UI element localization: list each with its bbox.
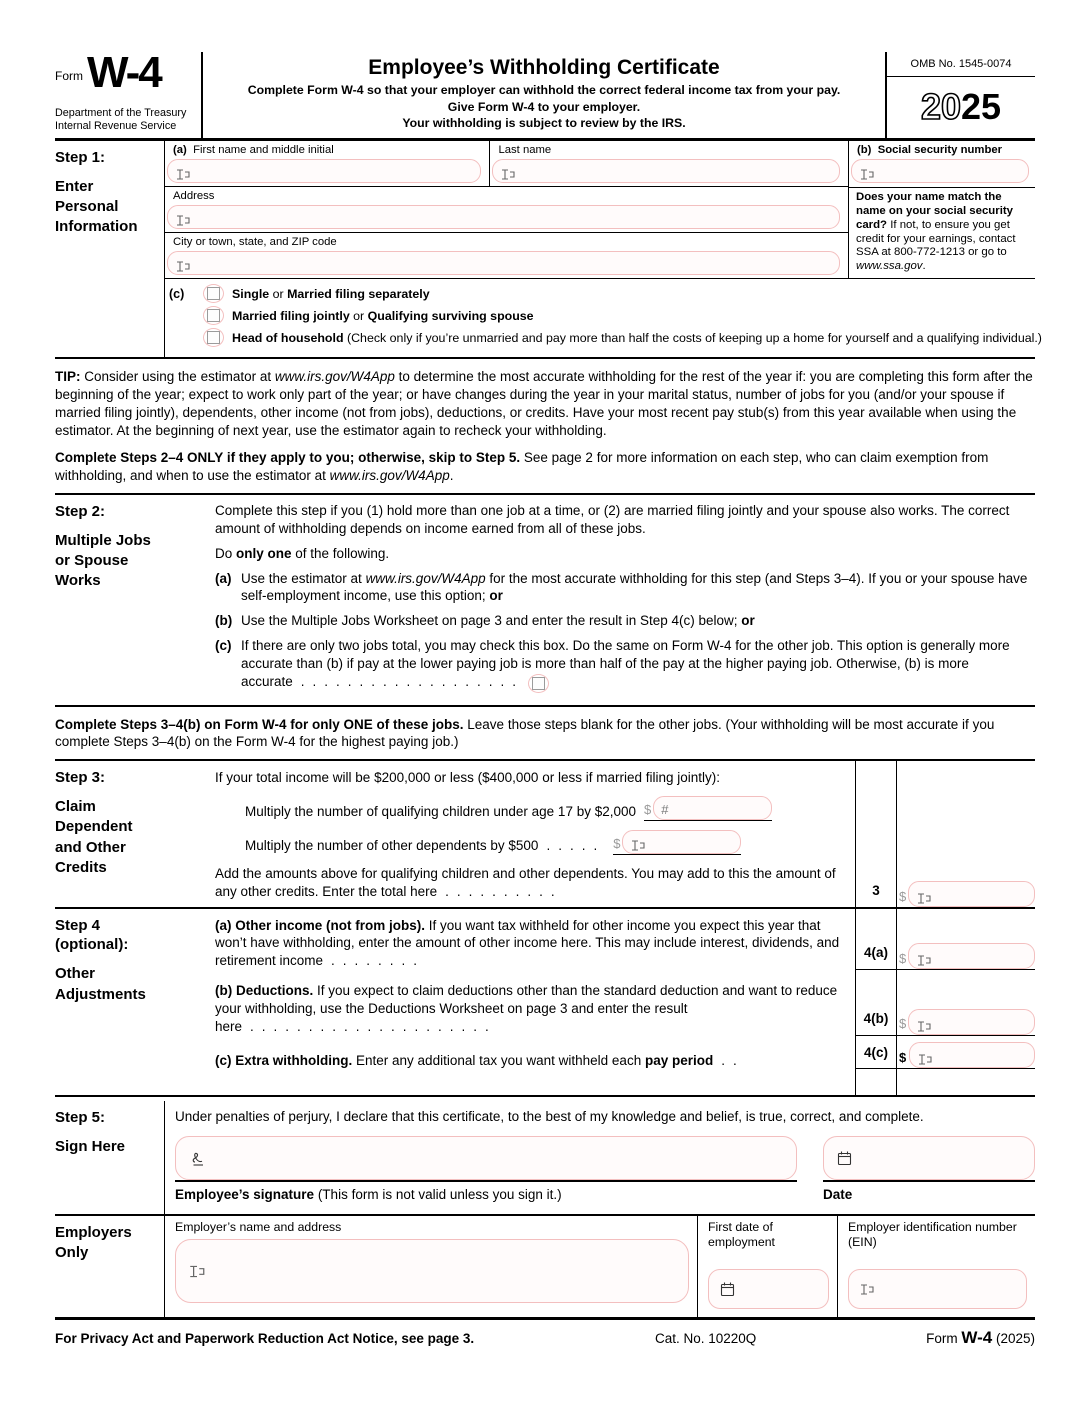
dot-leaders: ..... — [546, 838, 606, 854]
step2-subtitle: Multiple Jobs or Spouse Works — [55, 531, 151, 590]
form-id-block — [55, 48, 203, 138]
text-cursor-icon — [917, 1053, 933, 1066]
employers-only-section — [55, 1216, 1035, 1320]
step4a-row-number: 4(a) — [855, 909, 897, 970]
step3-total-text: Add the amounts above for qualifying children and other dependents. You may add to this the amount of any other credits. Enter the total here .......... — [215, 866, 836, 899]
form-title-block — [203, 52, 885, 138]
married-jointly-checkbox[interactable] — [203, 306, 224, 325]
city-label: City or town, state, and ZIP code — [173, 235, 337, 248]
head-household-checkbox[interactable] — [203, 328, 224, 347]
text-cursor-icon — [916, 1020, 932, 1033]
step2-section — [55, 495, 1035, 707]
first-employment-date-input[interactable] — [708, 1269, 829, 1309]
dollar-sign: $ — [899, 950, 907, 966]
text-cursor-icon — [630, 839, 646, 852]
tip-paragraph: TIP: Consider using the estimator at www.irs.gov/W4App to determine the most accurate withholding for the rest of the year if: you are completing this form after the beginning of the year; expect to work only part of the year; or have changes during the year in your marital status, number of jobs for you (and/or your spouse if married filing jointly), dependents, other income (not from jobs), deductions, or credits. Have your most recent pay stub(s) from this year available when using the estimator. At the beginning of next year, use the estimator again to recheck your withholding. — [55, 369, 1033, 438]
step2-title: Step 2: — [55, 503, 106, 521]
text-cursor-icon — [916, 954, 932, 967]
step4b-amount-cell — [897, 970, 1035, 1035]
checkbox-square — [207, 287, 220, 300]
first-name-label: (a) First name and middle initial — [173, 143, 334, 156]
address-cell — [165, 187, 848, 233]
step1-section — [55, 141, 1042, 359]
dollar-sign: $ — [644, 801, 652, 817]
step1-title: Step 1: — [55, 148, 106, 166]
ssn-label: (b) Social security number — [857, 143, 1003, 156]
step4-section — [55, 909, 1035, 1098]
subtitle-1: Complete Form W-4 so that your employer can withhold the correct federal income tax from your pay. — [247, 83, 841, 98]
ein-cell — [838, 1216, 1035, 1317]
step5-title: Step 5: — [55, 1109, 106, 1127]
agency-lines — [55, 107, 195, 134]
city-input[interactable] — [167, 251, 840, 275]
checkbox-square — [207, 331, 220, 344]
employer-name-address-input[interactable] — [175, 1239, 689, 1303]
estimator-link: www.irs.gov/W4App — [365, 570, 486, 586]
hoh-label: Head of household (Check only if you’re unmarried and pay more than half the costs of keeping up a home for yourself and a qualifying individual.) — [232, 330, 1042, 345]
signature-label: Employee’s signature (This form is not valid unless you sign it.) — [175, 1187, 562, 1203]
step2-option-b: (b) Use the Multiple Jobs Worksheet on page 3 and enter the result in Step 4(c) below; or — [215, 613, 755, 629]
dot-leaders: ................... — [300, 673, 525, 689]
subtitle-2: Give Form W-4 to your employer. — [447, 99, 641, 114]
text-cursor-icon — [188, 1264, 206, 1279]
text-cursor-icon — [859, 1283, 875, 1296]
step1-label-col — [55, 141, 165, 357]
dollar-sign: $ — [899, 888, 907, 904]
step4c-row-number: 4(c) — [855, 1036, 897, 1070]
ein-label: Employer identification number (EIN) — [848, 1219, 1017, 1250]
extra-withholding-amount-input[interactable] — [909, 1042, 1035, 1068]
estimator-link: www.irs.gov/W4App — [274, 369, 395, 385]
text-cursor-icon — [500, 168, 516, 181]
ein-input[interactable] — [848, 1269, 1027, 1309]
first-employment-date-cell — [698, 1216, 838, 1317]
step3-row-number: 3 — [855, 761, 897, 906]
step3-intro: If your total income will be $200,000 or less ($400,000 or less if married filing jointly): — [215, 770, 720, 786]
filing-status-group — [165, 279, 1042, 357]
form-footer-id: Form W-4 (2025) — [926, 1327, 1035, 1347]
text-cursor-icon — [175, 168, 191, 181]
step4-title: Step 4 (optional): — [55, 916, 129, 954]
total-credits-amount-input[interactable] — [908, 881, 1035, 907]
children-amount-field — [644, 796, 772, 821]
step1-content — [165, 141, 1042, 357]
step3-title: Step 3: — [55, 769, 106, 787]
omb-number: OMB No. 1545-0074 — [887, 52, 1035, 77]
signature-icon — [190, 1151, 208, 1167]
employer-name-label: Employer’s name and address — [175, 1219, 342, 1234]
qualifying-children-amount-input[interactable] — [653, 796, 772, 820]
page-title: Employee’s Withholding Certificate — [368, 56, 720, 79]
employers-label-col — [55, 1216, 165, 1317]
signature-field-wrap — [175, 1136, 797, 1182]
step4a-row: (a) Other income (not from jobs). If you want tax withheld for other income you expect this year that won’t have withholding, enter the amount of other income here. This may include interest, dividends, and retirement income ........ 4(a) $ — [215, 909, 1035, 970]
omb-year-block — [885, 52, 1035, 138]
last-name-cell — [490, 141, 848, 186]
step3-dependents-row: Multiply the number of other dependents by $500 ..... $ — [215, 830, 849, 855]
married-label: Married filing jointly or Qualifying surviving spouse — [232, 308, 534, 323]
year-outline-part: 20 — [920, 85, 961, 127]
ssn-name-match-note: Does your name match the name on your social security card? If not, to ensure you get credit for your earnings, contact SSA at 800-772-1213 or go to www.ssa.gov. — [856, 190, 1016, 273]
step5-subtitle: Sign Here — [55, 1138, 126, 1156]
ssn-input[interactable] — [851, 159, 1029, 183]
step2-intro: Complete this step if you (1) hold more than one job at a time, or (2) are married filing jointly and your spouse also works. The correct amount of withholding depends on income earned from all of these jobs. — [215, 503, 1010, 536]
step3-label-col — [55, 761, 215, 906]
form-number: W-4 — [87, 48, 161, 97]
signature-input[interactable] — [175, 1136, 797, 1180]
step3-subtitle: Claim Dependent and Other Credits — [55, 798, 133, 876]
text-cursor-icon — [859, 168, 875, 181]
first-name-cell — [165, 141, 490, 186]
filing-status-married-row — [203, 306, 1035, 325]
step4b-row-number: 4(b) — [855, 970, 897, 1035]
step3-total-cell — [897, 761, 1035, 906]
step2-option-a: (a) Use the estimator at www.irs.gov/W4App for the most accurate withholding for this step (and Steps 3–4). If you or your spouse have self-employment income, use this option; or — [215, 570, 1028, 604]
dot-leaders: ..................... — [250, 1018, 497, 1034]
employer-name-cell — [165, 1216, 698, 1317]
page-footer — [55, 1320, 1035, 1356]
step3-content — [215, 761, 1035, 906]
other-dependents-amount-input[interactable] — [622, 830, 741, 854]
checkbox-square — [532, 677, 545, 690]
dollar-sign: $ — [613, 835, 621, 851]
step2-do-only-one: Do only one of the following. — [215, 545, 390, 561]
single-label: Single or Married filing separately — [232, 286, 430, 301]
last-name-input[interactable] — [492, 159, 840, 183]
step4-label-col — [55, 909, 215, 1096]
address-label: Address — [173, 189, 215, 202]
perjury-declaration: Under penalties of perjury, I declare that this certificate, to the best of my knowledge and belief, is true, correct, and complete. — [175, 1109, 924, 1125]
step5-content — [165, 1101, 1035, 1214]
first-employment-date-label: First date of employment — [708, 1219, 775, 1250]
privacy-notice: For Privacy Act and Paperwork Reduction Act Notice, see page 3. — [55, 1330, 475, 1346]
step2-content — [215, 495, 1035, 695]
form-header — [55, 48, 1035, 141]
steps-3-4-note: Complete Steps 3–4(b) on Form W-4 for only ONE of these jobs. Leave those steps blank for the other jobs. (Your withholding will be most accurate if you complete Steps 3–4(b) on the Form W-4 for the highest paying job.) — [55, 707, 1035, 762]
step3-children-row: Multiply the number of qualifying children under age 17 by $2,000 $ # — [215, 796, 849, 821]
date-input[interactable] — [823, 1136, 1035, 1180]
filing-status-single-row — [203, 284, 1035, 303]
dot-leaders: .......... — [445, 883, 563, 899]
address-input[interactable] — [167, 205, 840, 229]
step2-option-c: (c) If there are only two jobs total, you may check this box. Do the same on Form W-4 for the other job. This option is generally more accurate than (b) if pay at the lower paying job is more than half of the pay at the higher paying job. Otherwise, (b) is more accurate ................... — [215, 637, 1035, 693]
dollar-sign: $ — [899, 1016, 907, 1032]
calendar-icon — [719, 1281, 736, 1298]
text-cursor-icon — [175, 260, 191, 273]
catalog-number: Cat. No. 10220Q — [655, 1330, 757, 1346]
step1-subtitle: Enter Personal Information — [55, 177, 138, 236]
subtitle-3: Your withholding is subject to review by the IRS. — [402, 116, 686, 131]
form-word: Form — [55, 68, 83, 83]
other-income-amount-input[interactable] — [908, 943, 1035, 969]
filing-status-hoh-row — [203, 328, 1042, 347]
date-field-wrap — [823, 1136, 1035, 1182]
steps-2-4-note: Complete Steps 2–4 ONLY if they apply to you; otherwise, skip to Step 5. See page 2 for more information on each step, who can claim exemption from withholding, and when to use the estimator at www.irs.gov/W4App. — [55, 447, 1035, 495]
text-cursor-icon — [175, 214, 191, 227]
step4c-amount-cell — [897, 1036, 1035, 1070]
single-checkbox[interactable] — [203, 284, 224, 303]
year-bold-part: 25 — [961, 85, 1002, 127]
first-name-input[interactable] — [167, 159, 481, 183]
last-name-label: Last name — [498, 143, 552, 156]
text-cursor-icon — [916, 892, 932, 905]
city-cell — [165, 233, 848, 278]
c-prefix: (c) — [169, 287, 185, 302]
agency-line-2: Internal Revenue Service — [55, 120, 177, 133]
checkbox-square — [207, 309, 220, 322]
form-year — [887, 77, 1035, 131]
calendar-icon — [836, 1150, 853, 1167]
estimator-link: www.irs.gov/W4App — [329, 468, 450, 484]
agency-line-1: Department of the Treasury — [55, 106, 187, 119]
step4-subtitle: Other Adjustments — [55, 965, 146, 1003]
step5-section — [55, 1101, 1035, 1216]
employers-title: Employers Only — [55, 1223, 132, 1261]
step3-section — [55, 761, 1035, 908]
two-jobs-checkbox[interactable] — [528, 674, 549, 693]
step4-filler-row — [215, 1069, 1035, 1095]
date-label: Date — [823, 1187, 853, 1203]
dependents-amount-field — [613, 830, 741, 855]
dot-leaders: ........ — [331, 953, 426, 969]
dollar-sign: $ — [899, 1050, 907, 1066]
step4-content — [215, 909, 1035, 1096]
number-icon: # — [661, 801, 669, 817]
step4b-row: (b) Deductions. If you expect to claim deductions other than the standard deduction and want to reduce your withholding, use the Deductions Worksheet on page 3 and enter the result here ..................... 4(b) $ — [215, 970, 1035, 1035]
step4c-row: (c) Extra withholding. Enter any additional tax you want withheld each pay period .. 4(c) $ — [215, 1036, 1035, 1070]
step5-label-col — [55, 1101, 165, 1214]
deductions-amount-input[interactable] — [908, 1009, 1035, 1035]
step2-label-col — [55, 495, 215, 695]
step4a-amount-cell — [897, 909, 1035, 970]
dot-leaders: .. — [721, 1052, 745, 1068]
ssn-cell — [849, 141, 1035, 188]
